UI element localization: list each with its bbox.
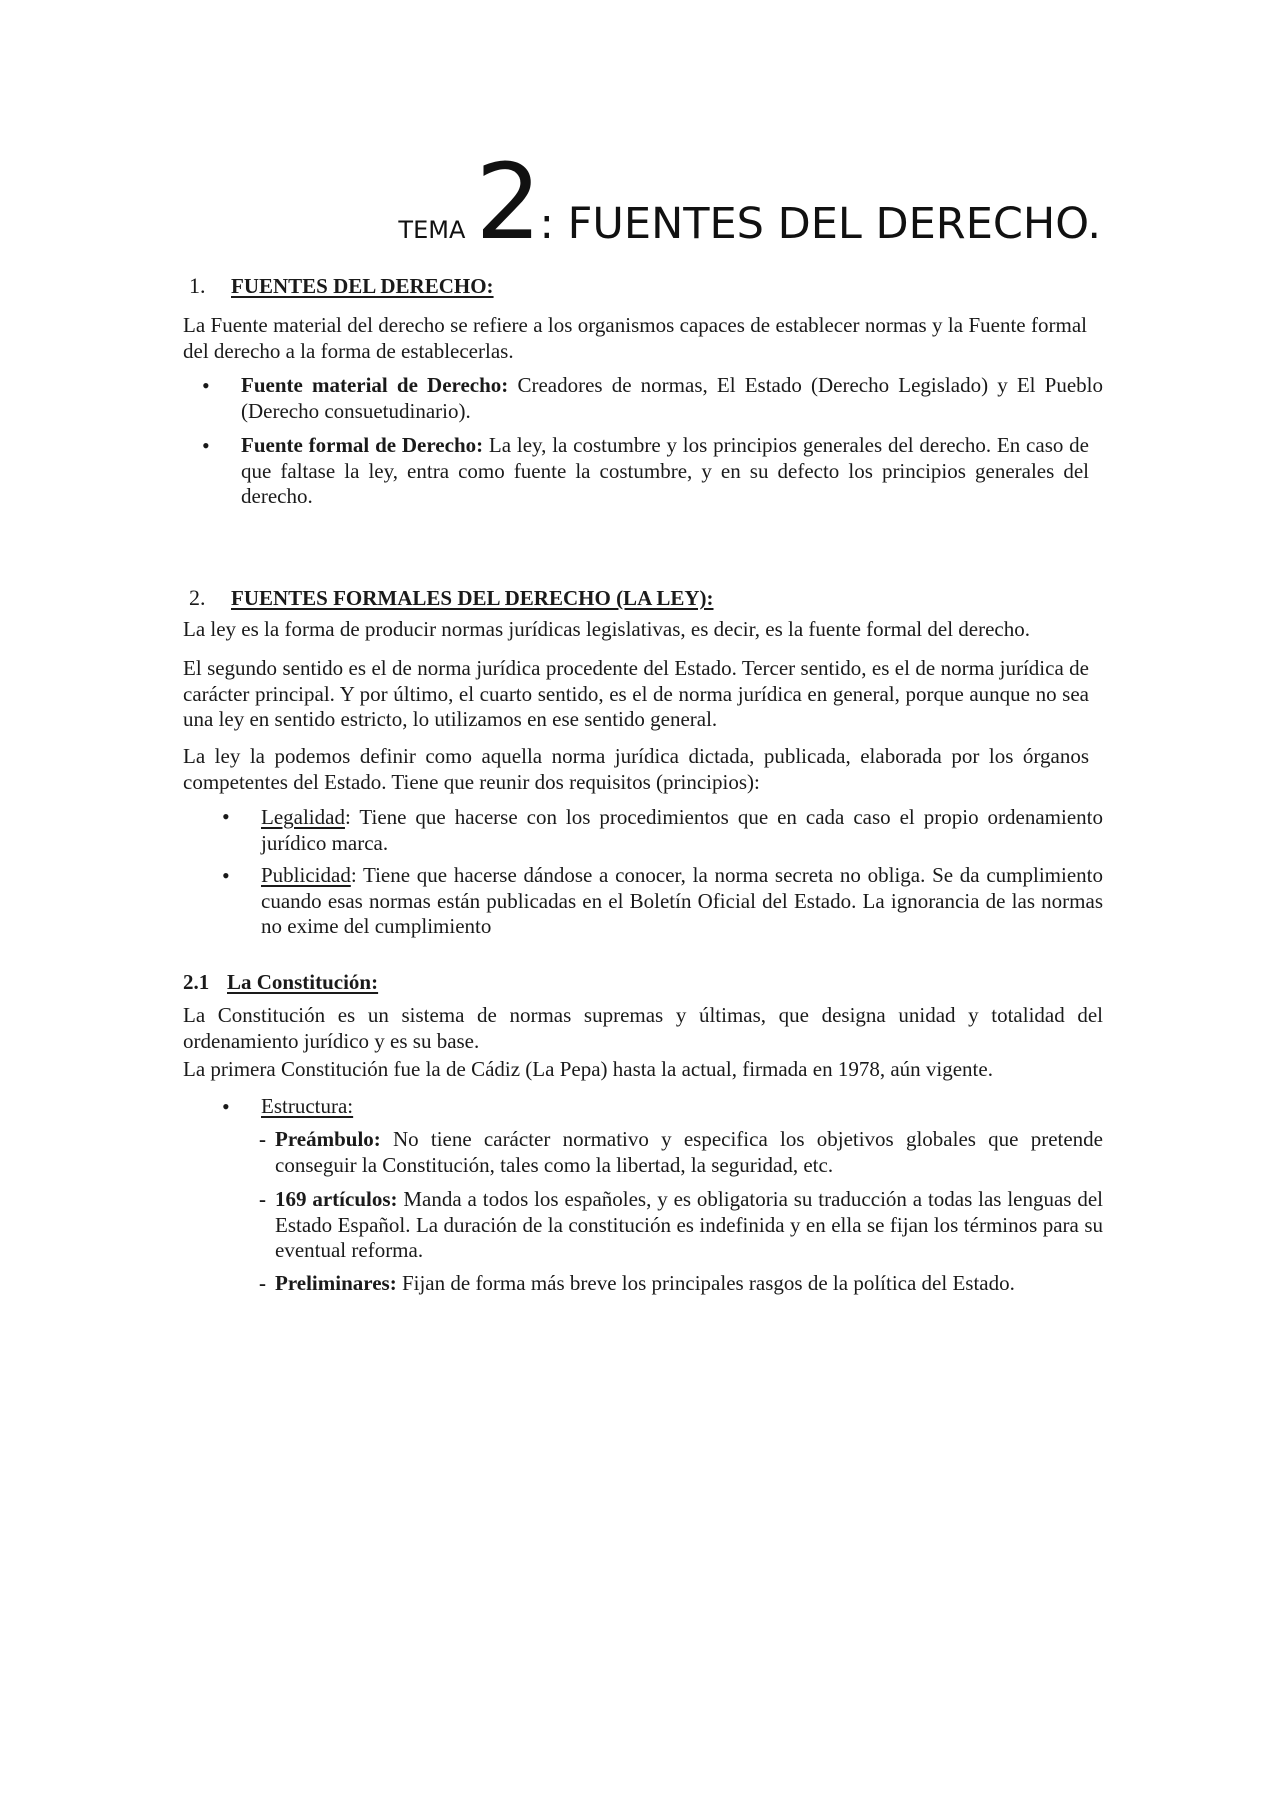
list-text: Creadores de normas, El Estado (Derecho Legislado) y El Pueblo (Derecho consuetudinario). <box>241 373 1103 423</box>
paragraph: La primera Constitución fue la de Cádiz (La Pepa) hasta la actual, firmada en 1978, aún vigente. <box>183 1057 993 1081</box>
list-item <box>275 1271 1015 1297</box>
list-term: 169 artículos: <box>275 1187 398 1211</box>
title-text: : FUENTES DEL DERECHO. <box>539 199 1101 249</box>
paragraph: La Fuente material del derecho se refiere a los organismos capaces de establecer normas y la Fuente formal del derecho a la forma de establecerlas. <box>183 313 1087 363</box>
section-title: FUENTES FORMALES DEL DERECHO (LA LEY): <box>231 586 714 610</box>
list-text: : Tiene que hacerse dándose a conocer, la norma secreta no obliga. Se da cumplimiento cuando esas normas están publicadas en el Boletín Oficial del Estado. La ignorancia de las normas no exime del cumplimiento <box>261 863 1103 938</box>
list-text: : Tiene que hacerse con los procedimientos que en cada caso el propio ordenamiento jurídico marca. <box>261 805 1103 855</box>
list-item <box>261 863 1103 940</box>
list-item <box>261 805 1103 856</box>
paragraph: La Constitución es un sistema de normas supremas y últimas, que designa unidad y totalidad del ordenamiento jurídico y es su base. <box>183 1003 1103 1053</box>
bullet-glyph: • <box>202 433 210 458</box>
section-1-heading <box>189 273 494 299</box>
list-term: Preliminares: <box>275 1271 397 1295</box>
list-term: Preámbulo: <box>275 1127 381 1151</box>
section-2-1-heading <box>183 970 378 995</box>
dash-glyph: - <box>259 1127 266 1151</box>
title-number: 2 <box>475 141 540 263</box>
bullet-glyph: • <box>222 804 230 829</box>
bullet-glyph: • <box>222 863 230 888</box>
list-text: Manda a todos los españoles, y es obligatoria su traducción a todas las lenguas del Estado Español. La duración de la constitución es indefinida y en ella se fijan los términos para su eventual reforma. <box>275 1187 1103 1262</box>
list-item <box>241 373 1103 424</box>
dash-glyph: - <box>259 1187 266 1211</box>
section-number: 2.1 <box>183 970 210 994</box>
list-item <box>275 1127 1103 1178</box>
section-number: 2. <box>189 585 206 610</box>
document-title <box>0 141 1101 263</box>
section-2-heading <box>189 585 714 611</box>
section-title <box>183 970 378 994</box>
list-item <box>275 1187 1103 1264</box>
section-title: FUENTES DEL DERECHO: <box>231 274 494 298</box>
list-text: Fijan de forma más breve los principales rasgos de la política del Estado. <box>396 1271 1015 1295</box>
section-number: 1. <box>189 273 206 298</box>
section-title-text: La Constitución: <box>227 970 379 994</box>
list-term: Legalidad <box>261 805 345 829</box>
paragraph: La ley es la forma de producir normas jurídicas legislativas, es decir, es la fuente formal del derecho. <box>183 617 1030 641</box>
list-text: No tiene carácter normativo y especifica los objetivos globales que pretende conseguir la Constitución, tales como la libertad, la seguridad, etc. <box>275 1127 1103 1177</box>
bullet-glyph: • <box>222 1094 230 1119</box>
list-item <box>261 1094 353 1120</box>
dash-glyph: - <box>259 1271 266 1295</box>
list-text: La ley, la costumbre y los principios generales del derecho. En caso de que faltase la ley, entra como fuente la costumbre, y en su defecto los principios generales del derecho. <box>241 433 1089 508</box>
list-term: Fuente material de Derecho: <box>241 373 509 397</box>
list-term: Estructura: <box>261 1094 354 1118</box>
list-term: Fuente formal de Derecho: <box>241 433 484 457</box>
list-item <box>241 433 1089 510</box>
paragraph: La ley la podemos definir como aquella norma jurídica dictada, publicada, elaborada por los órganos competentes del Estado. Tiene que reunir dos requisitos (principios): <box>183 744 1089 794</box>
list-term: Publicidad <box>261 863 351 887</box>
title-prefix: TEMA <box>398 216 466 244</box>
bullet-glyph: • <box>202 373 210 398</box>
paragraph: El segundo sentido es el de norma jurídica procedente del Estado. Tercer sentido, es el de norma jurídica de carácter principal. Y por último, el cuarto sentido, es el de norma jurídica en general, porque aunque no sea una ley en sentido estricto, lo utilizamos en ese sentido general. <box>183 656 1089 731</box>
